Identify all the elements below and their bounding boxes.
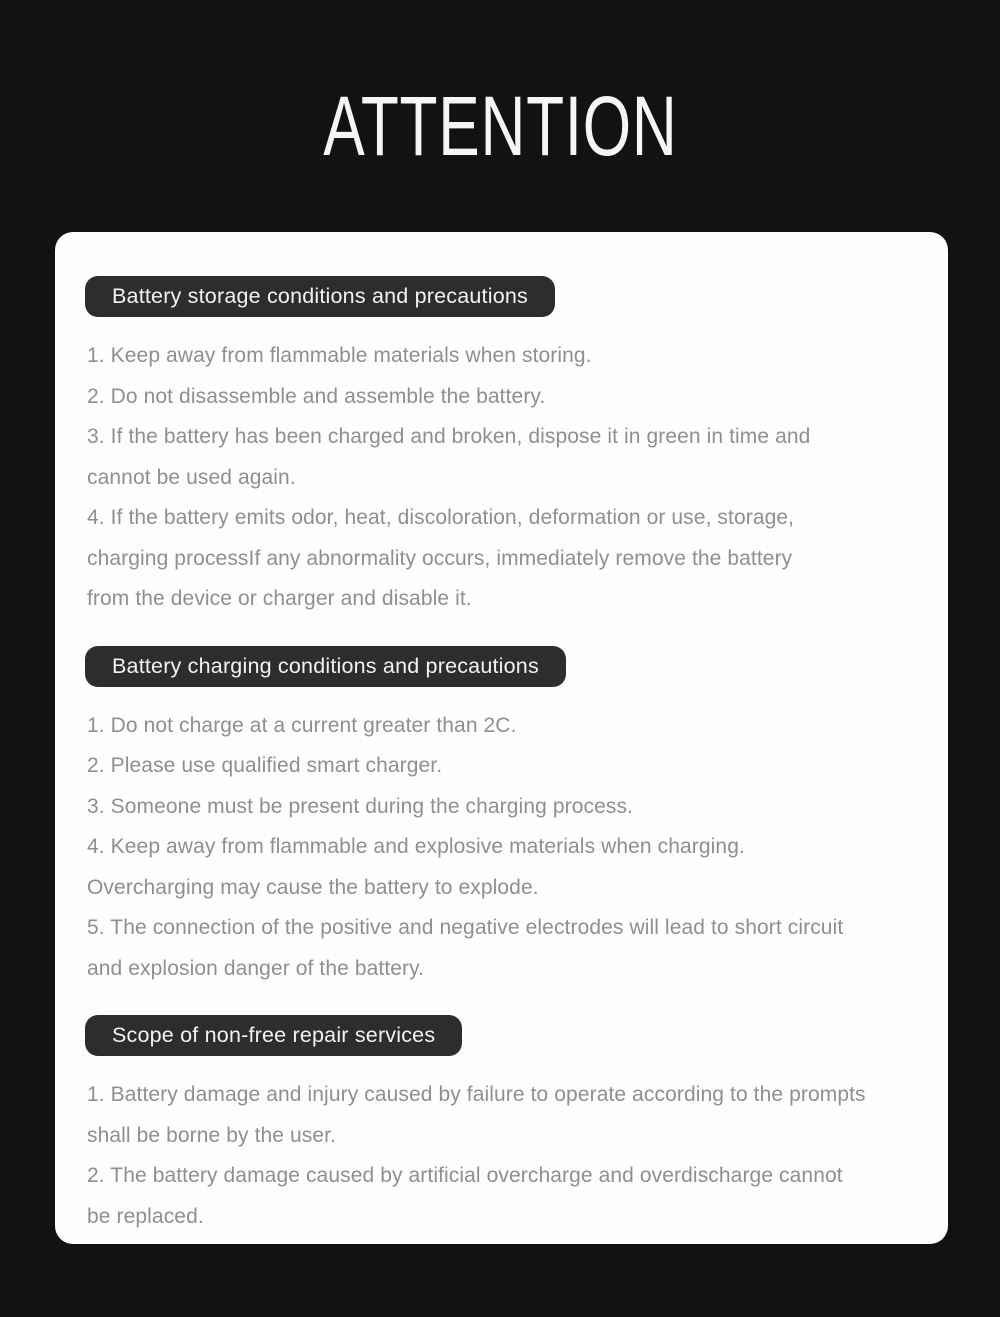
text-line: 1. Keep away from flammable materials when storing.: [87, 344, 592, 367]
section-battery-charging: [85, 646, 920, 990]
section-body-repair-scope: [85, 1075, 920, 1237]
text-line: 5. The connection of the positive and negative electrodes will lead to short circuit: [87, 916, 844, 939]
text-line: cannot be used again.: [87, 465, 296, 489]
text-line: 4. Keep away from flammable and explosive materials when charging.: [87, 835, 745, 858]
text-line: and explosion danger of the battery.: [87, 956, 425, 980]
section-heading-battery-storage: Battery storage conditions and precautions: [85, 276, 555, 317]
content-card: [55, 232, 948, 1244]
text-line: 1. Battery damage and injury caused by failure to operate according to the prompts: [87, 1083, 866, 1106]
text-line: 1. Do not charge at a current greater than 2C.: [87, 713, 517, 737]
text-line: 4. If the battery emits odor, heat, discoloration, deformation or use, storage,: [87, 506, 795, 529]
section-repair-scope: [85, 1015, 920, 1237]
text-line: 3. Someone must be present during the charging process.: [87, 794, 633, 818]
page-title-text: ATTENTION: [322, 79, 678, 173]
text-line: 2. Do not disassemble and assemble the battery.: [87, 384, 546, 408]
text-line: 2. The battery damage caused by artificial overcharge and overdischarge cannot: [87, 1164, 843, 1187]
text-line: shall be borne by the user.: [87, 1123, 337, 1147]
text-line: charging processIf any abnormality occurs, immediately remove the battery: [87, 546, 793, 570]
section-body-battery-storage: [85, 336, 920, 620]
section-heading-battery-charging: Battery charging conditions and precautions: [85, 646, 566, 687]
text-line: be replaced.: [87, 1204, 204, 1228]
section-battery-storage: [85, 276, 920, 620]
section-heading-repair-scope: Scope of non-free repair services: [85, 1015, 462, 1056]
section-body-battery-charging: [85, 706, 920, 990]
page-title: [0, 80, 1000, 172]
text-line: from the device or charger and disable it.: [87, 587, 472, 610]
text-line: Overcharging may cause the battery to explode.: [87, 875, 539, 899]
text-line: 3. If the battery has been charged and broken, dispose it in green in time and: [87, 425, 811, 448]
text-line: 2. Please use qualified smart charger.: [87, 754, 443, 777]
